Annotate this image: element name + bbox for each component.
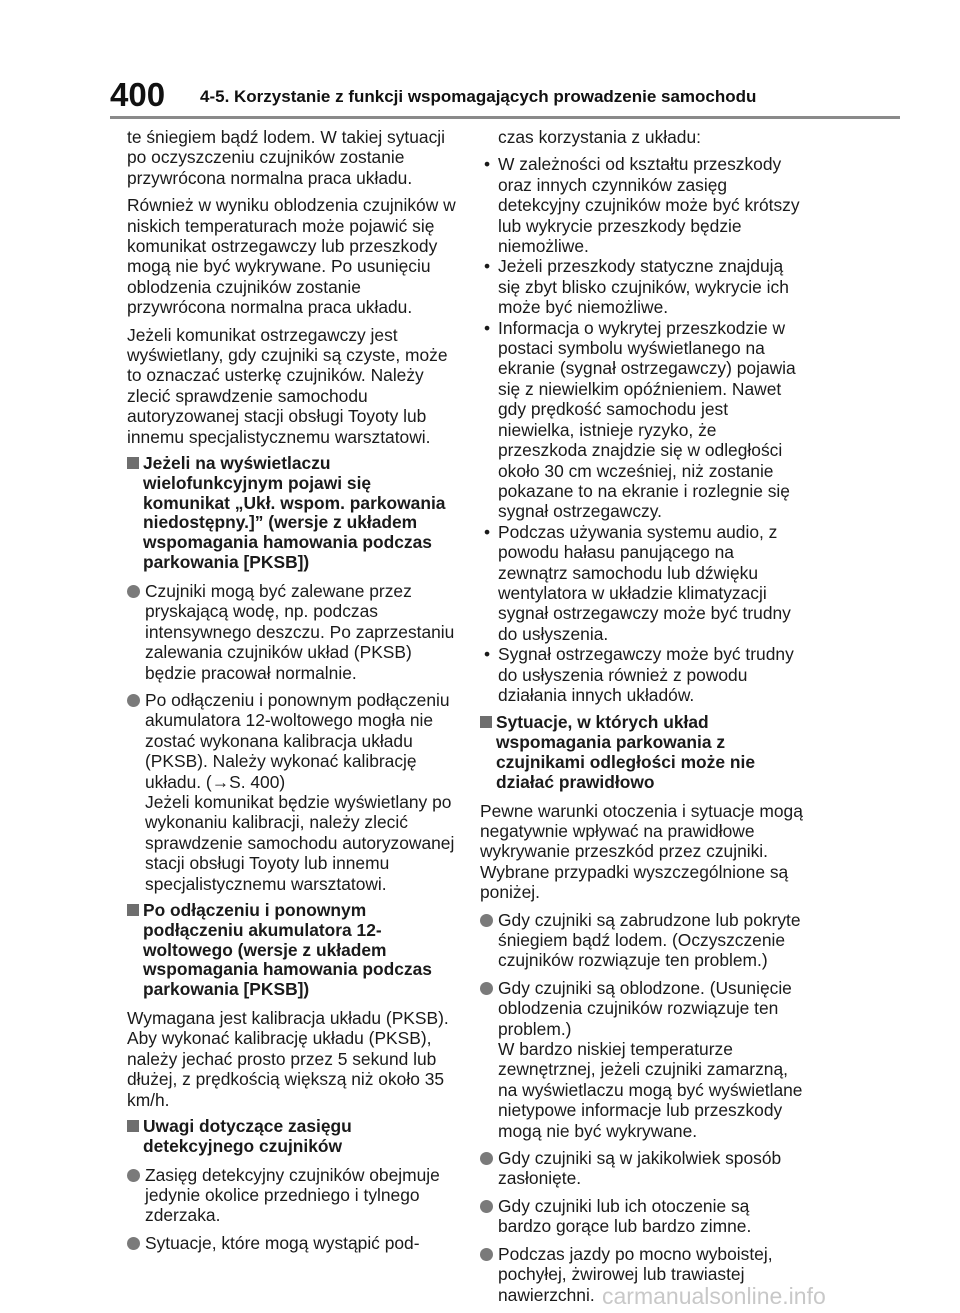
list-item: • Informacja o wykrytej przeszkodzie w postaci symbolu wyświetlanego na ekranie (sygnał ostrzegawczy) pojawia się z niewielkim opóźnieniem. Nawet gdy prędkość samochodu jest niewielka, istnieje ryzyko, że przeszkoda znajdzie się w odległości około 30 cm wcześniej, niż zostanie pokazane to na ekranie i rozlegnie się sygnał ostrzegawczy. <box>480 318 806 522</box>
list-item: • Podczas używania systemu audio, z powodu hałasu panującego na zewnątrz samochodu lub dźwięku wentylatora w układzie klimatyzacji sygnał ostrzegawczy może być trudny do usłyszenia. <box>480 522 806 644</box>
bullet-item: Gdy czujniki lub ich otoczenie są bardzo gorące lub bardzo zimne. <box>480 1196 806 1237</box>
circle-bullet-icon <box>127 585 140 598</box>
arrow-ref-icon: → <box>211 771 230 792</box>
list-item: • Jeżeli przeszkody statyczne znajdują się zbyt blisko czujników, wykrycie ich może być niemożliwe. <box>480 256 806 317</box>
section-heading: Po odłączeniu i ponownym podłączeniu akumulatora 12-woltowego (wersje z układem wspomagania hamowania podczas parkowania [PKSB]) <box>127 901 457 1000</box>
list-item: • W zależności od kształtu przeszkody oraz innych czynników zasięg detekcyjny czujników może być krótszy lub wykrycie przeszkody będzie niemożliwe. <box>480 154 806 256</box>
bullet-item: Zasięg detekcyjny czujników obejmuje jedynie okolice przedniego i tylnego zderzaka. <box>127 1165 457 1226</box>
page-number: 400 <box>110 76 166 113</box>
circle-bullet-icon <box>480 1248 493 1261</box>
watermark: carmanualsonline.info <box>602 1283 826 1309</box>
circle-bullet-icon <box>480 982 493 995</box>
section-heading: Sytuacje, w których układ wspomagania parkowania z czujnikami odległości może nie działać prawidłowo <box>480 713 806 792</box>
bullet-item: Czujniki mogą być zalewane przez pryskającą wodę, np. podczas intensywnego deszczu. Po zaprzestaniu zalewania czujników układ (PKSB) będzie pracował normalnie. <box>127 581 457 683</box>
bullet-item: Gdy czujniki są oblodzone. (Usunięcie oblodzenia czujników rozwiązuje ten problem.) W bardzo niskiej temperaturze zewnętrznej, jeżeli czujniki zamarzną, na wyświetlaczu mogą być wyświetlane nietypowe informacje lub przeszkody mogą nie być wykrywane. <box>480 978 806 1141</box>
section-heading: Jeżeli na wyświetlaczu wielofunkcyjnym pojawi się komunikat „Ukł. wspom. parkowania niedostępny.]” (wersje z układem wspomagania hamowania podczas parkowania [PKSB]) <box>127 454 457 573</box>
section-heading: Uwagi dotyczące zasięgu detekcyjnego czujników <box>127 1117 457 1157</box>
square-bullet-icon <box>127 904 139 916</box>
paragraph: Pewne warunki otoczenia i sytuacje mogą negatywnie wpływać na prawidłowe wykrywanie przeszkód przez czujniki. Wybrane przypadki wyszczególnione są poniżej. <box>480 800 803 903</box>
circle-bullet-icon <box>480 1152 493 1165</box>
list-item: • Sygnał ostrzegawczy może być trudny do usłyszenia również z powodu działania innych układów. <box>480 644 806 705</box>
paragraph: Jeżeli komunikat ostrzegawczy jest wyświetlany, gdy czujniki są czyste, może to oznaczać usterkę czujników. Należy zlecić sprawdzenie samochodu autoryzowanej stacji obsługi Toyoty lub innemu specjalistycznemu warsztatowi. <box>127 324 448 447</box>
square-bullet-icon <box>127 457 139 469</box>
bullet-item: Po odłączeniu i ponownym podłączeniu akumulatora 12-woltowego mogła nie zostać wykonana kalibracja układu (PKSB). Należy wykonać kalibrację układu. (→S. 400) Jeżeli komunikat będzie wyświetlany po wykonaniu kalibracji, należy zlecić sprawdzenie samochodu autoryzowanej stacji obsługi Toyoty lub innemu specjalistycznemu warsztatowi. <box>127 690 457 894</box>
continued-text: czas korzystania z układu: <box>498 127 701 147</box>
bullet-item: Podczas jazdy po mocno wyboistej, pochyłej, żwirowej lub trawiastej nawierzchni. <box>480 1244 806 1305</box>
square-bullet-icon <box>480 716 492 728</box>
right-column <box>480 127 806 1312</box>
section-title: 4-5. Korzystanie z funkcji wspomagających prowadzenie samochodu <box>200 87 757 106</box>
left-column <box>127 127 457 1260</box>
intro-paragraph: te śniegiem bądź lodem. W takiej sytuacji po oczyszczeniu czujników zostanie przywrócona normalna praca układu. <box>127 127 445 188</box>
page-reference-link[interactable]: S. 400) <box>229 771 286 792</box>
bullet-list <box>480 154 806 705</box>
bullet-item: Sytuacje, które mogą wystąpić pod- <box>127 1233 457 1253</box>
circle-bullet-icon <box>127 1237 140 1250</box>
circle-bullet-icon <box>480 1200 493 1213</box>
circle-bullet-icon <box>127 1169 140 1182</box>
paragraph: Również w wyniku oblodzenia czujników w niskich temperaturach może pojawić się komunikat ostrzegawczy lub przeszkody mogą nie być wykrywane. Po usunięciu oblodzenia czujników zostanie przywrócona normalna praca układu. <box>127 195 456 318</box>
bullet-item: Gdy czujniki są zabrudzone lub pokryte śniegiem bądź lodem. (Oczyszczenie czujników rozwiązuje ten problem.) <box>480 910 806 971</box>
circle-bullet-icon <box>480 914 493 927</box>
circle-bullet-icon <box>127 694 140 707</box>
header-divider <box>110 116 900 119</box>
bullet-item: Gdy czujniki są w jakikolwiek sposób zasłonięte. <box>480 1148 806 1189</box>
square-bullet-icon <box>127 1120 139 1132</box>
page-header <box>110 78 900 120</box>
paragraph: Wymagana jest kalibracja układu (PKSB). Aby wykonać kalibrację układu (PKSB), należy jechać prosto przez 5 sekund lub dłużej, z prędkością większą niż około 35 km/h. <box>127 1007 449 1110</box>
